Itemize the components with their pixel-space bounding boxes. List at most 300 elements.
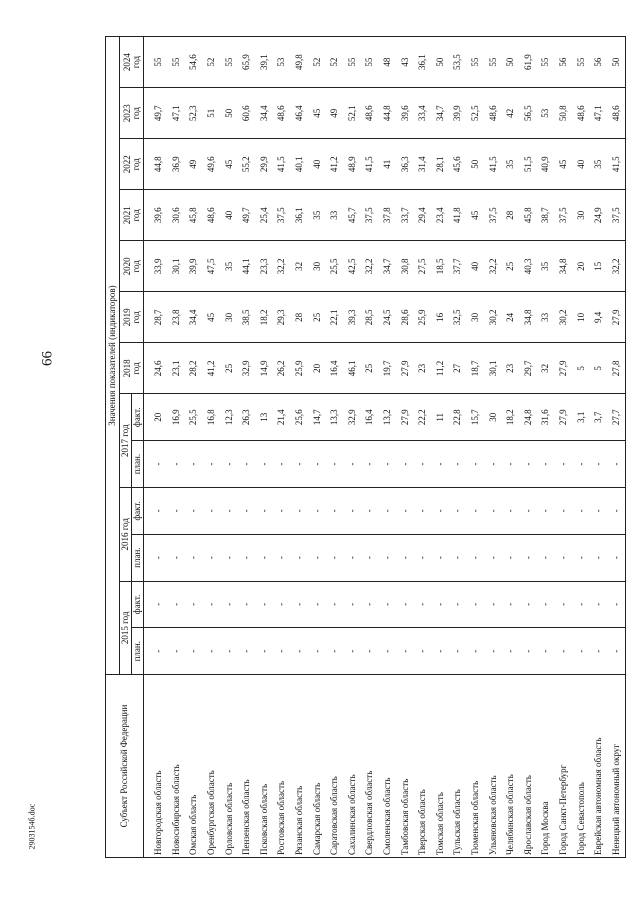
value-cell: 18,2	[256, 292, 274, 343]
value-cell: -	[256, 581, 274, 628]
subject-name: Оренбургская область	[203, 675, 221, 858]
table-row	[273, 37, 291, 858]
value-cell: 28,7	[144, 292, 168, 343]
value-cell: 37,5	[555, 190, 573, 241]
value-cell: -	[467, 534, 485, 581]
value-cell: -	[449, 487, 467, 534]
value-cell: -	[590, 581, 608, 628]
value-cell: -	[537, 534, 555, 581]
value-cell: -	[555, 581, 573, 628]
value-cell: -	[484, 534, 502, 581]
value-cell: -	[572, 441, 590, 488]
value-cell: -	[572, 628, 590, 675]
header-year-number: 2022	[121, 155, 132, 174]
value-cell: 52,1	[344, 88, 362, 139]
table-row	[361, 37, 379, 858]
value-cell: 50	[467, 139, 485, 190]
value-cell: 32,5	[449, 292, 467, 343]
value-cell: -	[449, 628, 467, 675]
value-cell: 55	[484, 37, 502, 88]
value-cell: 32	[291, 241, 309, 292]
value-cell: 60,6	[238, 88, 256, 139]
value-cell: 55	[361, 37, 379, 88]
value-cell: 37,5	[361, 190, 379, 241]
subject-name: Свердловская область	[361, 675, 379, 858]
page-number: 66	[39, 351, 56, 366]
value-cell: -	[502, 628, 520, 675]
table-row	[238, 37, 256, 858]
value-cell: 25,5	[326, 241, 344, 292]
value-cell: 18,5	[432, 241, 450, 292]
value-cell: 30,8	[396, 241, 414, 292]
value-cell: 31,6	[537, 394, 555, 441]
value-cell: -	[238, 581, 256, 628]
value-cell: 24,6	[144, 343, 168, 394]
value-cell: -	[361, 628, 379, 675]
table-row	[572, 37, 590, 858]
value-cell: 53,5	[449, 37, 467, 88]
value-cell: -	[291, 487, 309, 534]
value-cell: -	[220, 581, 238, 628]
value-cell: 34,4	[185, 292, 203, 343]
value-cell: 56	[590, 37, 608, 88]
value-cell: 45	[555, 139, 573, 190]
value-cell: -	[238, 441, 256, 488]
value-cell: 27,9	[555, 394, 573, 441]
value-cell: 29,9	[256, 139, 274, 190]
header-plan: план.	[132, 534, 144, 581]
value-cell: 35	[590, 139, 608, 190]
table-row	[484, 37, 502, 858]
value-cell: 37,5	[607, 190, 625, 241]
value-cell: -	[607, 487, 625, 534]
value-cell: 55	[572, 37, 590, 88]
value-cell: -	[396, 628, 414, 675]
value-cell: -	[273, 581, 291, 628]
value-cell: 35	[537, 241, 555, 292]
header-year-number: 2021	[121, 206, 132, 225]
header-group: Значения показателей (индикаторов)	[106, 37, 120, 675]
value-cell: -	[168, 581, 186, 628]
value-cell: 32	[537, 343, 555, 394]
value-cell: 51,5	[519, 139, 537, 190]
value-cell: -	[484, 581, 502, 628]
value-cell: -	[572, 487, 590, 534]
value-cell: 44,8	[379, 88, 397, 139]
value-cell: 5	[590, 343, 608, 394]
value-cell: 31,4	[414, 139, 432, 190]
value-cell: 50	[220, 88, 238, 139]
subject-name: Ульяновская область	[484, 675, 502, 858]
value-cell: -	[220, 441, 238, 488]
value-cell: -	[379, 487, 397, 534]
value-cell: 45	[467, 190, 485, 241]
value-cell: -	[537, 581, 555, 628]
value-cell: 49,8	[291, 37, 309, 88]
header-year-2024	[120, 37, 144, 88]
header-subject: Субъект Российской Федерации	[106, 675, 144, 858]
table-row	[555, 37, 573, 858]
value-cell: 30	[572, 190, 590, 241]
value-cell: 36,3	[396, 139, 414, 190]
value-cell: 65,9	[238, 37, 256, 88]
header-year-unit: год	[130, 311, 141, 324]
value-cell: -	[326, 581, 344, 628]
table-row	[168, 37, 186, 858]
value-cell: -	[361, 581, 379, 628]
value-cell: 25,4	[256, 190, 274, 241]
value-cell: -	[185, 581, 203, 628]
value-cell: 27,9	[607, 292, 625, 343]
value-cell: 28	[291, 292, 309, 343]
value-cell: 52,5	[467, 88, 485, 139]
value-cell: 55	[220, 37, 238, 88]
value-cell: 36,9	[168, 139, 186, 190]
value-cell: -	[144, 534, 168, 581]
value-cell: 45,6	[449, 139, 467, 190]
value-cell: -	[273, 534, 291, 581]
value-cell: 12,3	[220, 394, 238, 441]
value-cell: 13,3	[326, 394, 344, 441]
value-cell: -	[273, 487, 291, 534]
subject-name: Тульская область	[449, 675, 467, 858]
value-cell: 5	[572, 343, 590, 394]
value-cell: 45	[308, 88, 326, 139]
value-cell: -	[326, 628, 344, 675]
value-cell: 40	[220, 190, 238, 241]
value-cell: -	[361, 487, 379, 534]
value-cell: 48,6	[572, 88, 590, 139]
value-cell: 11,2	[432, 343, 450, 394]
value-cell: -	[555, 534, 573, 581]
value-cell: -	[220, 487, 238, 534]
value-cell: -	[326, 441, 344, 488]
value-cell: 49,7	[238, 190, 256, 241]
value-cell: -	[220, 628, 238, 675]
value-cell: 50	[502, 37, 520, 88]
value-cell: 14,9	[256, 343, 274, 394]
value-cell: 39,3	[344, 292, 362, 343]
value-cell: 42,5	[344, 241, 362, 292]
value-cell: 25,6	[291, 394, 309, 441]
header-year-number: 2023	[121, 104, 132, 123]
value-cell: -	[379, 628, 397, 675]
value-cell: 40	[308, 139, 326, 190]
header-year-unit: год	[130, 209, 141, 222]
value-cell: 39,1	[256, 37, 274, 88]
value-cell: -	[291, 628, 309, 675]
subject-name: Томская область	[432, 675, 450, 858]
subject-name: Город Севастополь	[572, 675, 590, 858]
value-cell: -	[203, 487, 221, 534]
value-cell: 20	[572, 241, 590, 292]
value-cell: -	[590, 441, 608, 488]
value-cell: -	[256, 487, 274, 534]
value-cell: 41,8	[449, 190, 467, 241]
value-cell: -	[502, 534, 520, 581]
value-cell: 27,9	[396, 343, 414, 394]
value-cell: -	[273, 441, 291, 488]
header-year-2016: 2016 год	[120, 487, 132, 581]
value-cell: 23	[502, 343, 520, 394]
value-cell: 45,7	[344, 190, 362, 241]
value-cell: 40,3	[519, 241, 537, 292]
value-cell: 3,1	[572, 394, 590, 441]
value-cell: 51	[203, 88, 221, 139]
value-cell: 48,6	[273, 88, 291, 139]
value-cell: 52	[326, 37, 344, 88]
value-cell: -	[572, 581, 590, 628]
value-cell: 28,5	[361, 292, 379, 343]
table-row	[607, 37, 625, 858]
value-cell: -	[432, 487, 450, 534]
value-cell: 24,8	[519, 394, 537, 441]
value-cell: 33	[326, 190, 344, 241]
value-cell: 37,5	[273, 190, 291, 241]
value-cell: -	[144, 628, 168, 675]
header-year-2017: 2017 год	[120, 394, 132, 488]
value-cell: 48,6	[607, 88, 625, 139]
value-cell: -	[467, 487, 485, 534]
table-row	[502, 37, 520, 858]
value-cell: 32,2	[607, 241, 625, 292]
value-cell: 30,2	[484, 292, 502, 343]
value-cell: -	[308, 581, 326, 628]
value-cell: -	[308, 534, 326, 581]
header-year-unit: год	[130, 55, 141, 69]
subject-name: Город Москва	[537, 675, 555, 858]
table-row	[519, 37, 537, 858]
value-cell: 55,2	[238, 139, 256, 190]
value-cell: 11	[432, 394, 450, 441]
header-year-2022	[120, 139, 144, 190]
value-cell: 35	[502, 139, 520, 190]
value-cell: 18,2	[502, 394, 520, 441]
value-cell: -	[396, 534, 414, 581]
value-cell: -	[467, 628, 485, 675]
value-cell: 48,6	[484, 88, 502, 139]
value-cell: -	[432, 534, 450, 581]
value-cell: 32,9	[238, 343, 256, 394]
value-cell: 35	[308, 190, 326, 241]
value-cell: 34,7	[379, 241, 397, 292]
value-cell: 28,6	[396, 292, 414, 343]
subject-name: Город Санкт-Петербург	[555, 675, 573, 858]
value-cell: 35	[220, 241, 238, 292]
value-cell: 44,8	[144, 139, 168, 190]
value-cell: -	[238, 487, 256, 534]
value-cell: -	[519, 628, 537, 675]
value-cell: 53	[537, 88, 555, 139]
value-cell: 40	[572, 139, 590, 190]
value-cell: -	[344, 628, 362, 675]
value-cell: -	[344, 534, 362, 581]
value-cell: 15,7	[467, 394, 485, 441]
value-cell: 39,6	[396, 88, 414, 139]
value-cell: -	[449, 441, 467, 488]
value-cell: -	[432, 628, 450, 675]
value-cell: -	[537, 487, 555, 534]
value-cell: -	[555, 487, 573, 534]
table-row	[203, 37, 221, 858]
value-cell: 50	[607, 37, 625, 88]
value-cell: 27,7	[607, 394, 625, 441]
value-cell: 49	[185, 139, 203, 190]
subject-name: Орловская область	[220, 675, 238, 858]
value-cell: -	[572, 534, 590, 581]
value-cell: 23,4	[432, 190, 450, 241]
value-cell: 34,4	[256, 88, 274, 139]
table-row	[144, 37, 168, 858]
table-body	[144, 37, 626, 858]
table-row	[256, 37, 274, 858]
value-cell: 18,7	[467, 343, 485, 394]
value-cell: 30,6	[168, 190, 186, 241]
value-cell: 52,3	[185, 88, 203, 139]
value-cell: -	[185, 487, 203, 534]
value-cell: 46,4	[291, 88, 309, 139]
value-cell: -	[185, 534, 203, 581]
value-cell: 41	[379, 139, 397, 190]
value-cell: -	[344, 487, 362, 534]
table-row	[344, 37, 362, 858]
value-cell: 38,7	[537, 190, 555, 241]
subject-name: Рязанская область	[291, 675, 309, 858]
value-cell: -	[607, 534, 625, 581]
value-cell: 37,5	[484, 190, 502, 241]
header-plan: план.	[132, 441, 144, 488]
value-cell: -	[607, 581, 625, 628]
value-cell: 22,8	[449, 394, 467, 441]
value-cell: -	[273, 628, 291, 675]
value-cell: 40,1	[291, 139, 309, 190]
header-fact: факт.	[132, 581, 144, 628]
value-cell: -	[291, 581, 309, 628]
value-cell: -	[467, 441, 485, 488]
value-cell: -	[414, 534, 432, 581]
value-cell: -	[449, 581, 467, 628]
value-cell: -	[256, 534, 274, 581]
header-year-2020	[120, 241, 144, 292]
value-cell: 27,5	[414, 241, 432, 292]
value-cell: 34,7	[432, 88, 450, 139]
value-cell: 49	[326, 88, 344, 139]
value-cell: 9,4	[590, 292, 608, 343]
value-cell: 20	[144, 394, 168, 441]
value-cell: 41,5	[607, 139, 625, 190]
value-cell: 32,2	[273, 241, 291, 292]
value-cell: -	[555, 441, 573, 488]
value-cell: 40	[467, 241, 485, 292]
value-cell: -	[344, 441, 362, 488]
subject-name: Саратовская область	[326, 675, 344, 858]
value-cell: 29,4	[414, 190, 432, 241]
value-cell: 16,8	[203, 394, 221, 441]
subject-name: Пензенская область	[238, 675, 256, 858]
value-cell: 25	[308, 292, 326, 343]
value-cell: 55	[467, 37, 485, 88]
value-cell: 56,5	[519, 88, 537, 139]
value-cell: 32,2	[361, 241, 379, 292]
value-cell: 25,9	[414, 292, 432, 343]
value-cell: -	[537, 628, 555, 675]
value-cell: -	[308, 628, 326, 675]
value-cell: 25	[502, 241, 520, 292]
value-cell: -	[396, 581, 414, 628]
value-cell: 13	[256, 394, 274, 441]
value-cell: -	[484, 628, 502, 675]
value-cell: -	[607, 441, 625, 488]
value-cell: 39,6	[144, 190, 168, 241]
indicators-table	[105, 36, 626, 858]
value-cell: -	[168, 534, 186, 581]
value-cell: 47,5	[203, 241, 221, 292]
value-cell: -	[590, 628, 608, 675]
value-cell: 50,8	[555, 88, 573, 139]
header-fact: факт.	[132, 487, 144, 534]
value-cell: 21,4	[273, 394, 291, 441]
value-cell: 23,3	[256, 241, 274, 292]
value-cell: -	[414, 441, 432, 488]
value-cell: 37,7	[449, 241, 467, 292]
value-cell: -	[414, 628, 432, 675]
value-cell: -	[344, 581, 362, 628]
subject-name: Омская область	[185, 675, 203, 858]
value-cell: 33,4	[414, 88, 432, 139]
value-cell: 61,9	[519, 37, 537, 88]
value-cell: 28,2	[185, 343, 203, 394]
value-cell: 10	[572, 292, 590, 343]
value-cell: -	[467, 581, 485, 628]
header-year-unit: год	[130, 158, 141, 171]
value-cell: 41,5	[273, 139, 291, 190]
header-year-2023	[120, 88, 144, 139]
subject-name: Ростовская область	[273, 675, 291, 858]
value-cell: -	[379, 581, 397, 628]
value-cell: 41,5	[361, 139, 379, 190]
value-cell: 22,1	[326, 292, 344, 343]
table-row	[220, 37, 238, 858]
table-row	[537, 37, 555, 858]
value-cell: 30,1	[484, 343, 502, 394]
table-row	[432, 37, 450, 858]
value-cell: -	[537, 441, 555, 488]
value-cell: 45	[220, 139, 238, 190]
table-row	[308, 37, 326, 858]
value-cell: -	[555, 628, 573, 675]
value-cell: 41,2	[203, 343, 221, 394]
value-cell: 52	[308, 37, 326, 88]
header-year-number: 2019	[121, 308, 132, 327]
value-cell: 26,3	[238, 394, 256, 441]
value-cell: 36,1	[291, 190, 309, 241]
value-cell: 13,2	[379, 394, 397, 441]
value-cell: -	[256, 628, 274, 675]
header-year-unit: год	[130, 260, 141, 273]
value-cell: -	[326, 534, 344, 581]
value-cell: 14,7	[308, 394, 326, 441]
value-cell: 22,2	[414, 394, 432, 441]
value-cell: -	[590, 487, 608, 534]
value-cell: -	[432, 581, 450, 628]
value-cell: 30	[308, 241, 326, 292]
value-cell: 55	[537, 37, 555, 88]
value-cell: -	[484, 487, 502, 534]
value-cell: 23	[414, 343, 432, 394]
value-cell: -	[291, 534, 309, 581]
value-cell: 44,1	[238, 241, 256, 292]
value-cell: 45,8	[519, 190, 537, 241]
